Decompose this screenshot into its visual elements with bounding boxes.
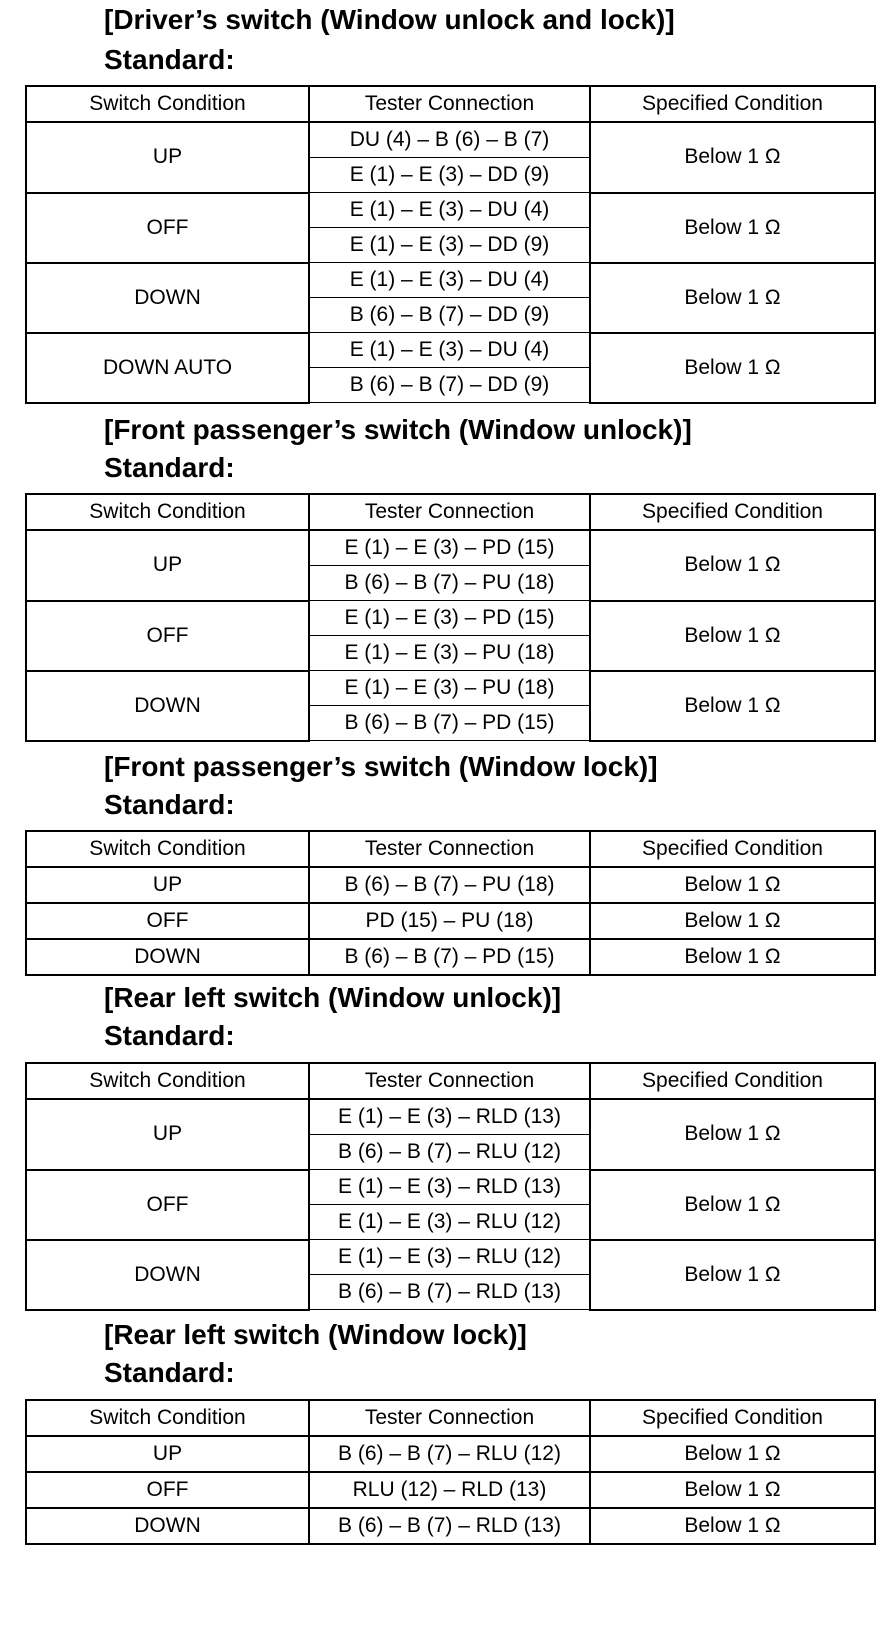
tester-connection-cell: B (6) – B (7) – DD (9) — [309, 368, 590, 403]
switch-condition-cell: DOWN — [26, 1240, 309, 1310]
specified-condition-cell: Below 1 Ω — [590, 333, 875, 403]
table-row — [26, 122, 875, 158]
table-row — [26, 263, 875, 298]
table-header-row — [26, 1400, 875, 1436]
table-header-row — [26, 1063, 875, 1099]
header-switch-condition: Switch Condition — [26, 831, 309, 867]
switch-condition-cell: DOWN — [26, 671, 309, 741]
section-title: [Front passenger’s switch (Window lock)] — [104, 751, 658, 782]
switch-condition-cell: UP — [26, 1436, 309, 1472]
specified-condition-cell: Below 1 Ω — [590, 530, 875, 601]
specified-condition-cell: Below 1 Ω — [590, 1240, 875, 1310]
table-row — [26, 193, 875, 228]
tester-connection-cell: E (1) – E (3) – DU (4) — [309, 263, 590, 298]
table-row — [26, 671, 875, 706]
tester-connection-cell: E (1) – E (3) – PU (18) — [309, 671, 590, 706]
tester-connection-cell: E (1) – E (3) – DD (9) — [309, 228, 590, 263]
standard-label: Standard: — [104, 452, 235, 483]
specified-condition-cell: Below 1 Ω — [590, 601, 875, 671]
header-tester-connection: Tester Connection — [309, 86, 590, 122]
table-row — [26, 1099, 875, 1135]
standard-label: Standard: — [104, 1357, 235, 1388]
specified-condition-cell: Below 1 Ω — [590, 1436, 875, 1472]
tester-connection-cell: B (6) – B (7) – PU (18) — [309, 566, 590, 601]
table-header-row — [26, 831, 875, 867]
tester-connection-cell: E (1) – E (3) – RLD (13) — [309, 1099, 590, 1135]
table-row — [26, 1472, 875, 1508]
table-row — [26, 333, 875, 368]
specified-condition-cell: Below 1 Ω — [590, 903, 875, 939]
header-tester-connection: Tester Connection — [309, 1063, 590, 1099]
table-row — [26, 530, 875, 566]
switch-condition-cell: OFF — [26, 601, 309, 671]
tester-connection-cell: B (6) – B (7) – PD (15) — [309, 706, 590, 741]
standard-label: Standard: — [104, 44, 235, 75]
table-row — [26, 903, 875, 939]
switch-condition-cell: UP — [26, 530, 309, 601]
specified-condition-cell: Below 1 Ω — [590, 193, 875, 263]
switch-condition-cell: UP — [26, 1099, 309, 1170]
header-switch-condition: Switch Condition — [26, 494, 309, 530]
standard-label: Standard: — [104, 1020, 235, 1051]
specified-condition-cell: Below 1 Ω — [590, 263, 875, 333]
tester-connection-cell: E (1) – E (3) – DU (4) — [309, 333, 590, 368]
specified-condition-cell: Below 1 Ω — [590, 867, 875, 903]
spec-table — [25, 85, 876, 404]
specified-condition-cell: Below 1 Ω — [590, 1472, 875, 1508]
table-row — [26, 939, 875, 975]
table-row — [26, 867, 875, 903]
tester-connection-cell: B (6) – B (7) – RLU (12) — [309, 1135, 590, 1170]
table-row — [26, 1508, 875, 1544]
switch-condition-cell: UP — [26, 867, 309, 903]
table-row — [26, 601, 875, 636]
specified-condition-cell: Below 1 Ω — [590, 1508, 875, 1544]
tester-connection-cell: E (1) – E (3) – PD (15) — [309, 601, 590, 636]
tester-connection-cell: E (1) – E (3) – RLU (12) — [309, 1240, 590, 1275]
specified-condition-cell: Below 1 Ω — [590, 1099, 875, 1170]
tester-connection-cell: E (1) – E (3) – DU (4) — [309, 193, 590, 228]
table-row — [26, 1240, 875, 1275]
switch-condition-cell: OFF — [26, 903, 309, 939]
header-specified-condition: Specified Condition — [590, 1400, 875, 1436]
tester-connection-cell: B (6) – B (7) – RLD (13) — [309, 1508, 590, 1544]
table-row — [26, 1170, 875, 1205]
header-tester-connection: Tester Connection — [309, 1400, 590, 1436]
spec-table — [25, 830, 876, 976]
spec-table — [25, 1399, 876, 1545]
switch-condition-cell: OFF — [26, 193, 309, 263]
header-switch-condition: Switch Condition — [26, 1063, 309, 1099]
section-title: [Rear left switch (Window unlock)] — [104, 982, 562, 1013]
tester-connection-cell: DU (4) – B (6) – B (7) — [309, 122, 590, 158]
tester-connection-cell: B (6) – B (7) – PU (18) — [309, 867, 590, 903]
tester-connection-cell: B (6) – B (7) – RLD (13) — [309, 1275, 590, 1310]
switch-condition-cell: DOWN — [26, 1508, 309, 1544]
header-tester-connection: Tester Connection — [309, 831, 590, 867]
table-row — [26, 1436, 875, 1472]
switch-condition-cell: OFF — [26, 1472, 309, 1508]
specified-condition-cell: Below 1 Ω — [590, 1170, 875, 1240]
specified-condition-cell: Below 1 Ω — [590, 939, 875, 975]
header-switch-condition: Switch Condition — [26, 1400, 309, 1436]
standard-label: Standard: — [104, 789, 235, 820]
header-specified-condition: Specified Condition — [590, 86, 875, 122]
tester-connection-cell: E (1) – E (3) – PU (18) — [309, 636, 590, 671]
header-specified-condition: Specified Condition — [590, 831, 875, 867]
tester-connection-cell: B (6) – B (7) – DD (9) — [309, 298, 590, 333]
tester-connection-cell: PD (15) – PU (18) — [309, 903, 590, 939]
section-title: [Front passenger’s switch (Window unlock)] — [104, 414, 692, 445]
table-header-row — [26, 494, 875, 530]
tester-connection-cell: E (1) – E (3) – RLU (12) — [309, 1205, 590, 1240]
tester-connection-cell: E (1) – E (3) – RLD (13) — [309, 1170, 590, 1205]
section-title: [Driver’s switch (Window unlock and lock)] — [104, 4, 675, 35]
switch-condition-cell: DOWN — [26, 263, 309, 333]
section-title: [Rear left switch (Window lock)] — [104, 1319, 527, 1350]
header-tester-connection: Tester Connection — [309, 494, 590, 530]
specified-condition-cell: Below 1 Ω — [590, 671, 875, 741]
specified-condition-cell: Below 1 Ω — [590, 122, 875, 193]
tester-connection-cell: B (6) – B (7) – PD (15) — [309, 939, 590, 975]
spec-table — [25, 493, 876, 742]
header-specified-condition: Specified Condition — [590, 1063, 875, 1099]
switch-condition-cell: DOWN AUTO — [26, 333, 309, 403]
switch-condition-cell: DOWN — [26, 939, 309, 975]
table-header-row — [26, 86, 875, 122]
header-switch-condition: Switch Condition — [26, 86, 309, 122]
switch-condition-cell: UP — [26, 122, 309, 193]
tester-connection-cell: RLU (12) – RLD (13) — [309, 1472, 590, 1508]
header-specified-condition: Specified Condition — [590, 494, 875, 530]
tester-connection-cell: B (6) – B (7) – RLU (12) — [309, 1436, 590, 1472]
switch-condition-cell: OFF — [26, 1170, 309, 1240]
spec-table — [25, 1062, 876, 1311]
tester-connection-cell: E (1) – E (3) – DD (9) — [309, 158, 590, 193]
tester-connection-cell: E (1) – E (3) – PD (15) — [309, 530, 590, 566]
